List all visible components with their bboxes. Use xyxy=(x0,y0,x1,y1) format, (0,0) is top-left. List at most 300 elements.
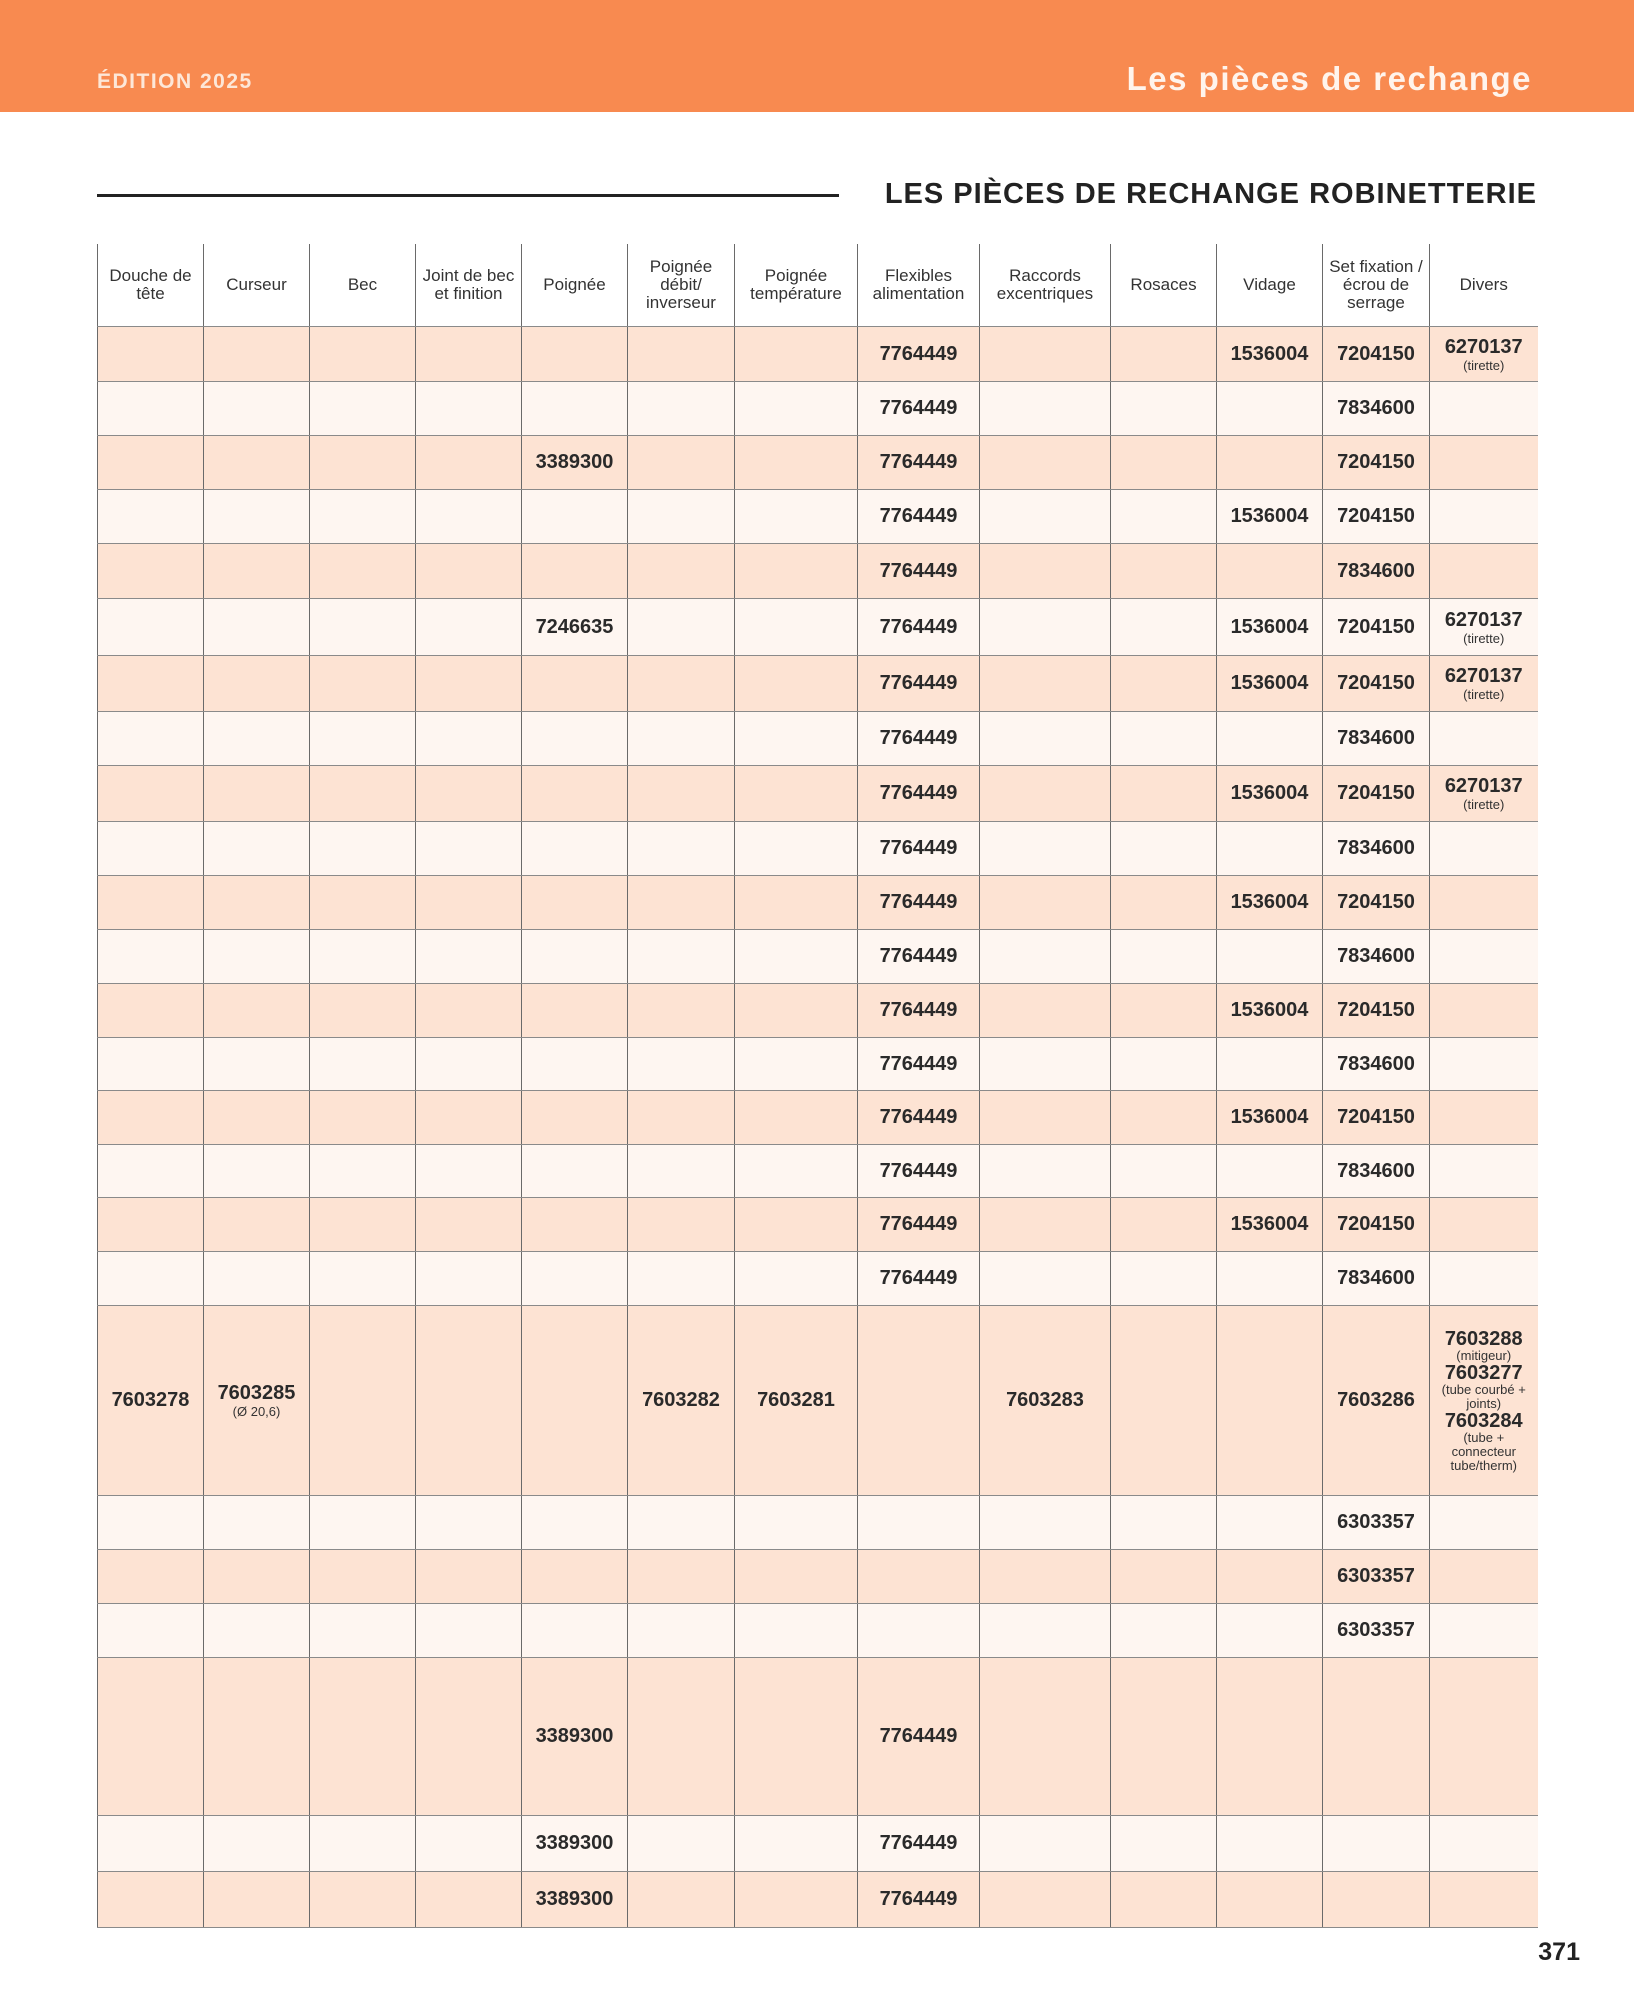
table-cell xyxy=(310,766,416,822)
table-cell xyxy=(858,1496,980,1550)
part-code: 7204150 xyxy=(1337,505,1415,527)
table-cell xyxy=(1323,490,1430,544)
table-cell xyxy=(1323,930,1430,984)
table-cell xyxy=(416,766,522,822)
table-cell xyxy=(1430,1091,1538,1145)
table-cell xyxy=(980,1038,1111,1091)
table-cell xyxy=(98,1872,204,1928)
table-cell xyxy=(1217,822,1323,876)
table-row xyxy=(98,436,1538,490)
table-cell xyxy=(416,712,522,766)
table-cell xyxy=(98,544,204,599)
table-cell xyxy=(858,656,980,712)
table-cell xyxy=(522,984,628,1038)
part-code: 7603288 xyxy=(1444,1327,1523,1350)
table-cell xyxy=(735,656,858,712)
table-cell xyxy=(522,1658,628,1816)
table-cell xyxy=(1430,490,1538,544)
table-cell xyxy=(1323,1091,1430,1145)
table-cell xyxy=(1111,1816,1217,1872)
table-cell xyxy=(1323,1306,1430,1496)
table-cell xyxy=(1217,1198,1323,1252)
table-cell xyxy=(1430,1872,1538,1928)
table-cell xyxy=(204,1145,310,1198)
table-cell xyxy=(858,984,980,1038)
table-cell xyxy=(628,1550,735,1604)
table-cell xyxy=(204,544,310,599)
table-cell xyxy=(310,822,416,876)
table-cell xyxy=(980,766,1111,822)
table-cell xyxy=(1111,490,1217,544)
part-code: 7204150 xyxy=(1337,615,1415,638)
table-cell xyxy=(1111,544,1217,599)
table-cell xyxy=(1111,599,1217,656)
part-code: 7204150 xyxy=(1337,672,1415,694)
table-cell xyxy=(1217,766,1323,822)
table-cell xyxy=(735,544,858,599)
part-code: 7764449 xyxy=(879,1832,958,1854)
table-cell xyxy=(522,766,628,822)
part-code: 1536004 xyxy=(1230,672,1309,694)
page-title: LES PIÈCES DE RECHANGE ROBINETTERIE xyxy=(884,178,1537,210)
table-cell xyxy=(628,327,735,382)
part-code: 3389300 xyxy=(535,1832,614,1854)
table-cell xyxy=(310,1658,416,1816)
table-cell xyxy=(628,436,735,490)
spare-parts-table xyxy=(97,244,1538,1928)
table-cell xyxy=(628,1496,735,1550)
table-cell xyxy=(628,544,735,599)
table-cell xyxy=(310,656,416,712)
table-row xyxy=(98,327,1538,382)
table-cell xyxy=(628,1658,735,1816)
title-rule xyxy=(97,194,839,197)
table-cell xyxy=(858,327,980,382)
table-cell xyxy=(310,1252,416,1306)
part-note: (tirette) xyxy=(1463,797,1505,812)
part-code: 7834600 xyxy=(1337,1052,1415,1075)
table-cell xyxy=(204,1252,310,1306)
table-cell xyxy=(1111,327,1217,382)
table-cell xyxy=(980,1306,1111,1496)
table-cell xyxy=(1323,1872,1430,1928)
table-cell xyxy=(980,1252,1111,1306)
column-header: Raccords excentriques xyxy=(980,244,1111,327)
table-cell xyxy=(522,712,628,766)
table-cell xyxy=(204,930,310,984)
table-cell xyxy=(980,599,1111,656)
part-code: 1536004 xyxy=(1230,505,1309,527)
table-cell xyxy=(416,1038,522,1091)
table-cell xyxy=(522,1145,628,1198)
table-cell xyxy=(98,930,204,984)
column-header: Poignée température xyxy=(735,244,858,327)
table-cell xyxy=(628,766,735,822)
table-cell xyxy=(628,930,735,984)
part-code: 7764449 xyxy=(879,1267,958,1289)
table-cell xyxy=(98,1550,204,1604)
table-cell xyxy=(628,876,735,930)
part-code: 6303357 xyxy=(1337,1619,1415,1641)
table-cell xyxy=(522,656,628,712)
table-cell xyxy=(1111,1658,1217,1816)
part-note: (Ø 20,6) xyxy=(232,1404,281,1419)
table-cell xyxy=(98,1816,204,1872)
table-cell xyxy=(1323,1252,1430,1306)
table-cell xyxy=(735,382,858,436)
table-cell xyxy=(1111,930,1217,984)
table-cell xyxy=(204,1496,310,1550)
table-cell xyxy=(416,930,522,984)
table-cell xyxy=(98,656,204,712)
table-cell xyxy=(1111,822,1217,876)
table-cell xyxy=(1430,1816,1538,1872)
table-cell xyxy=(416,1252,522,1306)
table-cell xyxy=(98,382,204,436)
table-cell xyxy=(416,876,522,930)
table-cell xyxy=(522,1816,628,1872)
table-cell xyxy=(980,1198,1111,1252)
table-cell xyxy=(858,490,980,544)
table-cell xyxy=(98,1091,204,1145)
table-cell xyxy=(522,1091,628,1145)
table-cell xyxy=(1323,382,1430,436)
table-cell xyxy=(1430,1038,1538,1091)
table-row xyxy=(98,1091,1538,1145)
table-cell xyxy=(1217,599,1323,656)
table-cell xyxy=(735,766,858,822)
table-row xyxy=(98,1496,1538,1550)
part-code: 7764449 xyxy=(879,1213,958,1235)
table-cell xyxy=(628,656,735,712)
table-cell xyxy=(522,876,628,930)
table-cell xyxy=(1430,822,1538,876)
part-code: 7764449 xyxy=(879,451,958,473)
column-header: Curseur xyxy=(204,244,310,327)
table-cell xyxy=(416,1496,522,1550)
table-cell xyxy=(1430,1198,1538,1252)
table-cell xyxy=(735,1038,858,1091)
part-code: 3389300 xyxy=(535,1888,614,1910)
table-cell xyxy=(1430,599,1538,656)
table-cell xyxy=(416,1658,522,1816)
table-cell xyxy=(628,1604,735,1658)
table-cell xyxy=(1323,876,1430,930)
table-cell xyxy=(310,490,416,544)
part-code: 7204150 xyxy=(1337,782,1415,804)
table-row xyxy=(98,544,1538,599)
table-row xyxy=(98,1306,1538,1496)
table-row xyxy=(98,656,1538,712)
part-code: 7603283 xyxy=(1006,1389,1084,1411)
table-cell xyxy=(1111,766,1217,822)
table-cell xyxy=(310,984,416,1038)
table-cell xyxy=(522,1550,628,1604)
table-cell xyxy=(980,1550,1111,1604)
part-note: (tirette) xyxy=(1463,630,1505,646)
part-code: 7204150 xyxy=(1337,891,1415,913)
table-cell xyxy=(310,1496,416,1550)
table-cell xyxy=(310,382,416,436)
table-cell xyxy=(204,382,310,436)
table-cell xyxy=(1430,766,1538,822)
table-cell xyxy=(1430,712,1538,766)
table-header-row xyxy=(98,244,1538,327)
table-cell xyxy=(1217,1306,1323,1496)
table-cell xyxy=(204,1091,310,1145)
table-cell xyxy=(628,1872,735,1928)
table-cell xyxy=(98,1496,204,1550)
table-cell xyxy=(1217,1550,1323,1604)
part-code: 7204150 xyxy=(1337,1106,1415,1128)
column-header: Vidage xyxy=(1217,244,1323,327)
table-cell xyxy=(1430,984,1538,1038)
table-row xyxy=(98,1604,1538,1658)
table-cell xyxy=(980,327,1111,382)
table-cell xyxy=(980,1816,1111,1872)
table-cell xyxy=(980,822,1111,876)
table-cell xyxy=(628,984,735,1038)
table-cell xyxy=(522,1038,628,1091)
table-cell xyxy=(735,1306,858,1496)
table-cell xyxy=(1430,544,1538,599)
table-cell xyxy=(98,766,204,822)
part-code: 7204150 xyxy=(1337,451,1415,473)
table-cell xyxy=(416,1091,522,1145)
part-code: 6303357 xyxy=(1337,1511,1415,1533)
table-cell xyxy=(980,382,1111,436)
table-cell xyxy=(522,436,628,490)
table-cell xyxy=(98,712,204,766)
table-cell xyxy=(735,1145,858,1198)
table-cell xyxy=(522,822,628,876)
table-row xyxy=(98,766,1538,822)
part-code: 7834600 xyxy=(1337,397,1415,419)
table-cell xyxy=(858,876,980,930)
table-cell xyxy=(980,656,1111,712)
table-cell xyxy=(1111,1496,1217,1550)
table-cell xyxy=(416,327,522,382)
table-cell xyxy=(204,327,310,382)
table-cell xyxy=(858,1145,980,1198)
part-code: 1536004 xyxy=(1230,1213,1309,1235)
part-code: 3389300 xyxy=(535,1725,614,1747)
table-cell xyxy=(858,599,980,656)
part-code: 7603285 xyxy=(217,1382,296,1404)
table-cell xyxy=(522,1872,628,1928)
table-cell xyxy=(1217,1872,1323,1928)
table-cell xyxy=(980,1658,1111,1816)
part-note: (tube + connecteur tube/therm) xyxy=(1450,1429,1517,1473)
table-cell xyxy=(1323,1604,1430,1658)
table-row xyxy=(98,930,1538,984)
table-cell xyxy=(1323,984,1430,1038)
part-code: 7834600 xyxy=(1337,559,1415,582)
table-cell xyxy=(204,1872,310,1928)
table-cell xyxy=(1430,1604,1538,1658)
part-code: 7764449 xyxy=(879,559,958,582)
table-cell xyxy=(1217,984,1323,1038)
table-cell xyxy=(735,822,858,876)
part-code: 7834600 xyxy=(1337,1267,1415,1289)
table-cell xyxy=(416,1198,522,1252)
table-cell xyxy=(980,1496,1111,1550)
table-cell xyxy=(98,1658,204,1816)
table-cell xyxy=(1111,1091,1217,1145)
table-cell xyxy=(1323,712,1430,766)
table-cell xyxy=(858,1816,980,1872)
table-cell xyxy=(1430,327,1538,382)
table-cell xyxy=(310,599,416,656)
part-code: 7764449 xyxy=(879,615,958,638)
table-cell xyxy=(1111,1145,1217,1198)
part-note: (tirette) xyxy=(1463,357,1505,373)
table-cell xyxy=(1217,382,1323,436)
table-row xyxy=(98,1816,1538,1872)
table-cell xyxy=(98,876,204,930)
part-code: 6270137 xyxy=(1444,775,1523,797)
table-cell xyxy=(1111,436,1217,490)
table-cell xyxy=(1430,436,1538,490)
edition-label: ÉDITION 2025 xyxy=(97,70,253,93)
table-cell xyxy=(1430,1306,1538,1496)
table-cell xyxy=(1323,1496,1430,1550)
part-code: 1536004 xyxy=(1230,999,1309,1021)
part-code: 7603286 xyxy=(1337,1389,1415,1411)
table-cell xyxy=(1217,327,1323,382)
table-cell xyxy=(204,766,310,822)
page-number: 371 xyxy=(1538,1938,1580,1966)
table-cell xyxy=(735,436,858,490)
table-cell xyxy=(1323,656,1430,712)
table-cell xyxy=(1217,544,1323,599)
table-cell xyxy=(416,1816,522,1872)
table-row xyxy=(98,599,1538,656)
table-cell xyxy=(628,1252,735,1306)
part-code: 6270137 xyxy=(1444,665,1523,687)
table-cell xyxy=(416,1604,522,1658)
part-code: 7603282 xyxy=(642,1389,720,1411)
table-cell xyxy=(628,712,735,766)
table-cell xyxy=(1323,327,1430,382)
table-cell xyxy=(980,490,1111,544)
table-cell xyxy=(1323,822,1430,876)
table-cell xyxy=(858,436,980,490)
table-cell xyxy=(98,1306,204,1496)
table-cell xyxy=(310,327,416,382)
table-cell xyxy=(416,822,522,876)
part-code: 7603281 xyxy=(757,1389,835,1411)
table-cell xyxy=(310,712,416,766)
table-cell xyxy=(1430,1496,1538,1550)
table-row xyxy=(98,1252,1538,1306)
table-row xyxy=(98,1198,1538,1252)
column-header: Divers xyxy=(1430,244,1538,327)
part-code: 7764449 xyxy=(879,837,958,859)
table-cell xyxy=(1323,436,1430,490)
table-cell xyxy=(1217,1252,1323,1306)
table-cell xyxy=(310,1038,416,1091)
table-cell xyxy=(735,1604,858,1658)
table-cell xyxy=(735,1496,858,1550)
table-cell xyxy=(980,930,1111,984)
table-row xyxy=(98,876,1538,930)
part-code: 7764449 xyxy=(879,342,958,365)
table-cell xyxy=(735,712,858,766)
part-code: 6303357 xyxy=(1337,1565,1415,1587)
table-cell xyxy=(1217,1145,1323,1198)
table-cell xyxy=(310,876,416,930)
part-code: 7834600 xyxy=(1337,837,1415,859)
table-cell xyxy=(858,1038,980,1091)
table-row xyxy=(98,382,1538,436)
table-cell xyxy=(1217,656,1323,712)
table-cell xyxy=(735,490,858,544)
table-cell xyxy=(628,490,735,544)
table-cell xyxy=(310,1145,416,1198)
table-row xyxy=(98,984,1538,1038)
table-cell xyxy=(628,1091,735,1145)
table-cell xyxy=(858,822,980,876)
table-cell xyxy=(1430,1550,1538,1604)
table-cell xyxy=(416,490,522,544)
table-cell xyxy=(416,984,522,1038)
column-header: Bec xyxy=(310,244,416,327)
table-cell xyxy=(1217,930,1323,984)
table-cell xyxy=(416,382,522,436)
table-cell xyxy=(858,930,980,984)
table-cell xyxy=(980,1145,1111,1198)
table-cell xyxy=(522,930,628,984)
table-cell xyxy=(858,382,980,436)
table-cell xyxy=(1111,656,1217,712)
table-cell xyxy=(310,544,416,599)
table-cell xyxy=(416,656,522,712)
table-cell xyxy=(522,1306,628,1496)
table-cell xyxy=(1111,984,1217,1038)
table-cell xyxy=(1217,436,1323,490)
table-cell xyxy=(416,1306,522,1496)
table-cell xyxy=(858,1658,980,1816)
table-cell xyxy=(858,1091,980,1145)
part-code: 7764449 xyxy=(879,727,958,749)
table-cell xyxy=(310,1604,416,1658)
table-row xyxy=(98,822,1538,876)
table-cell xyxy=(1217,1604,1323,1658)
table-cell xyxy=(204,436,310,490)
part-code: 7764449 xyxy=(879,891,958,913)
table-cell xyxy=(98,1145,204,1198)
table-cell xyxy=(416,1145,522,1198)
table-cell xyxy=(628,1145,735,1198)
part-code: 6270137 xyxy=(1444,335,1523,358)
table-cell xyxy=(1323,1816,1430,1872)
table-cell xyxy=(1430,876,1538,930)
table-cell xyxy=(522,1496,628,1550)
table-cell xyxy=(98,1198,204,1252)
table-cell xyxy=(1430,1252,1538,1306)
table-cell xyxy=(980,436,1111,490)
part-code: 7834600 xyxy=(1337,727,1415,749)
part-code: 1536004 xyxy=(1230,615,1309,638)
table-cell xyxy=(735,1550,858,1604)
part-code: 1536004 xyxy=(1230,1106,1309,1128)
table-cell xyxy=(416,1872,522,1928)
table-cell xyxy=(1111,382,1217,436)
table-cell xyxy=(980,984,1111,1038)
table-cell xyxy=(204,599,310,656)
table-cell xyxy=(1323,1038,1430,1091)
